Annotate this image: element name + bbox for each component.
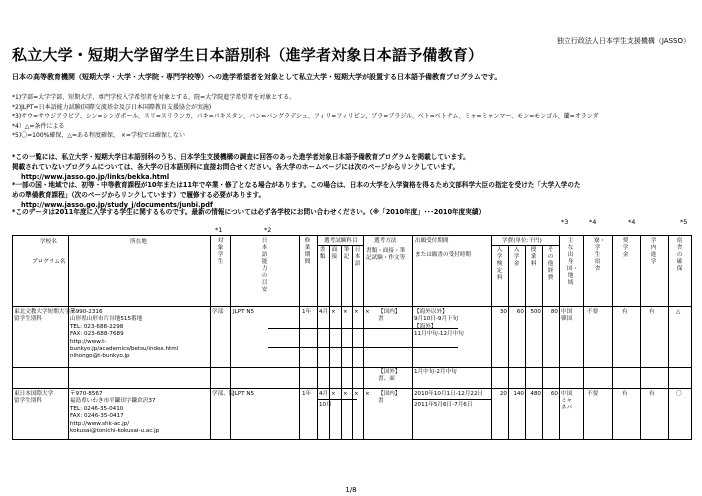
row1-address	[70, 309, 178, 361]
page-subtitle: 日本の高等教育機関（短期大学・大学・大学院・専門学校等）への進学希望者を対象として私立大学・短期大学が設置する日本語予備教育プログラムです。	[12, 73, 502, 81]
address-line: 山形県山形市片谷地515番地	[70, 316, 143, 323]
footnote-mark: *2	[264, 226, 272, 234]
col-rule	[583, 235, 584, 440]
period-value: 11月中旬-12月中旬	[414, 331, 464, 338]
row1-month: 4月	[319, 309, 329, 315]
header-exam-group: 選考試験科目	[324, 238, 358, 244]
header-fee-item: その他経費	[547, 247, 554, 281]
period-label: 【海外以外】	[414, 309, 448, 315]
info-block-data	[12, 208, 485, 218]
footnote-3: *3)サウ=サウジアラビア、シン=シンガポール、スリ=スリランカ、パキ=パキスタン、バン=バングラデシュ、フィリ=フィリピン、ブラ=ブラジル、ベト=ベトナム、ミャ=ミャンマー、モン=モンゴル、蘭=オランダ	[12, 113, 599, 120]
organization-name: 独立行政法人日本学生支援機構（JASSO）	[556, 37, 690, 45]
row1-fee: 60	[516, 309, 524, 315]
row1-jlpt: JLPT N5	[233, 309, 255, 315]
col-rule	[612, 235, 613, 440]
row1-periods	[414, 309, 464, 339]
col-rule	[668, 235, 669, 440]
row1-method2: 書	[378, 316, 384, 322]
sub-row-rule	[317, 399, 357, 400]
row1-mark: ×	[354, 309, 359, 315]
row2-mark: ×	[365, 391, 370, 397]
row2-scholarship: 有	[622, 391, 628, 397]
row1-mark: ×	[331, 309, 336, 315]
info-block-prep	[12, 181, 581, 210]
col-rule	[491, 235, 492, 440]
info-text: *このデータは2011年度に入学する学生に関するものです。最新の情報については必ず各学校にお問い合わせください。（※「2010年度」･･･2010年度実績）	[12, 208, 486, 216]
row1-method: 【国内】	[378, 309, 401, 315]
exam-subheader-rule	[317, 245, 363, 246]
school-email[interactable]: kokusai@tonichi-kokusai-u.ac.jp	[70, 428, 160, 435]
sub-row-rule	[412, 399, 491, 400]
row1-method3: 【国外】	[378, 369, 401, 375]
row2-target: 学部、院	[212, 391, 235, 397]
address-line: 〒970-8567	[70, 391, 103, 397]
col-rule	[525, 245, 526, 440]
row1-housing: △	[676, 309, 681, 315]
row2-school: 東日本国際大学	[14, 391, 54, 397]
info-text: *この一覧には、私立大学・短期大学日本語別科のうち、日本学生支援機構の調査に回答のあった進学者対象日本語予備教育プログラムを掲載しています。	[12, 153, 470, 161]
info-block-list	[12, 153, 470, 182]
row2-duration: 1年	[302, 391, 312, 397]
col-rule	[329, 245, 330, 440]
row2-fee: 140	[513, 391, 524, 397]
col-rule	[559, 235, 560, 440]
header-selection: 選考方法	[374, 238, 397, 244]
header-housing: 宿舎の確保	[676, 238, 683, 272]
header-fees: 学費(単位:千円)	[502, 238, 542, 244]
row2-dorm: 不要	[587, 391, 599, 397]
footnote-mark: *4	[589, 218, 597, 226]
row2-mark: ×	[331, 391, 336, 397]
header-countries: 主な出身国・地域	[567, 238, 579, 286]
address-line: FAX: 023-688-7689	[70, 331, 124, 338]
footnote-2: *2)JLPT=日本語能力試験(国際交流基金及び日本国際教育支援協会が実施)	[12, 103, 212, 111]
period-label: 【海外】	[414, 323, 437, 330]
footnote-mark: *4	[628, 218, 636, 226]
header-fee-item: 入学検定料	[496, 247, 503, 281]
row2-countries2: ミャ	[561, 398, 573, 404]
school-url[interactable]: http://www.t-	[70, 338, 107, 345]
row1-school: 東北文教大学短期大学部	[14, 309, 76, 315]
header-dorm: 寮・学生宿舎	[594, 238, 606, 272]
info-text: 掲載されていないプログラムについては、各大学の日本語別科に直接お問合せください。各大学のホームページには次のページからリンクしています。	[12, 162, 460, 171]
header-jp-ability: 日本語能力の目安	[261, 238, 268, 293]
row1-mark: ×	[365, 309, 370, 315]
table-border-right	[691, 235, 692, 440]
header-fee-item: 授業料	[530, 247, 537, 267]
row2-mark: ×	[343, 391, 348, 397]
row1-mark: ×	[343, 309, 348, 315]
footnote-mark: *1	[215, 226, 223, 234]
row1-method4: 書、面	[378, 376, 395, 382]
col-rule	[542, 245, 543, 440]
address-line: TEL: 023-688-2298	[70, 323, 124, 330]
address-line: 〒990-2316	[70, 309, 103, 315]
bekka-link[interactable]: http://www.jasso.go.jp/links/bekka.html	[21, 172, 170, 181]
header-app-period-note: または願書の受付時期	[415, 252, 471, 258]
address-line: FAX: 0246-35-0417	[70, 413, 124, 420]
row2-housing: 〇	[676, 391, 682, 397]
school-url[interactable]: bunkyo.jp/academics/betsu/index.html	[70, 346, 179, 353]
header-duration: 修業期間	[304, 238, 311, 265]
header-exam-subject: 筆記	[343, 247, 350, 260]
period-value: 9月10日-9月下旬	[414, 316, 459, 323]
junbi-link[interactable]: http://www.jasso.go.jp/study_j/documents/junbi.pdf	[21, 200, 213, 209]
col-rule	[352, 245, 353, 440]
row1-countries2: 韓国	[561, 316, 573, 322]
header-scholarship: 奨学金	[622, 238, 629, 258]
col-rule	[640, 235, 641, 440]
address-line: 福島県いわき市平鎌田字鎌倉沢37	[70, 398, 156, 405]
info-text: めの準備教育課程」（次のページからリンクしています）で履修する必要があります。	[12, 190, 266, 199]
col-rule	[230, 235, 231, 440]
header-school: 学校名	[40, 239, 57, 245]
header-program: プログラム名	[32, 259, 66, 265]
footnote-mark: *3	[561, 218, 569, 226]
row2-month2: 10月	[319, 402, 332, 408]
footnote-4: *4）△=条件による	[12, 122, 65, 130]
row2-fee: 20	[499, 391, 507, 397]
header-exam-subject: 書類	[319, 247, 326, 260]
table-border-left	[12, 235, 13, 440]
row1-period3: 1月中旬-2月中旬	[414, 369, 457, 375]
row2-fee: 60	[550, 391, 558, 397]
row1-fee: 80	[550, 309, 558, 315]
row1-program: 留学生別科	[14, 316, 42, 322]
header-selection-body: 書類・面接・筆記試験・作文等	[366, 248, 406, 261]
page-number: 1/8	[345, 486, 357, 494]
footnotes	[12, 93, 599, 141]
footnote-1: *1)学部=大学学部、短期大学、専門学校入学希望者を対象とする。院=大学院進学希望者を対象とする。	[12, 94, 296, 101]
row2-month: 4月	[319, 391, 329, 397]
row1-target: 学部	[212, 309, 224, 315]
col-rule	[363, 235, 364, 440]
row1-countries: 中国	[561, 309, 573, 315]
header-internal: 学内進学	[650, 238, 657, 265]
row1-scholarship: 有	[622, 309, 628, 315]
page-title: 私立大学・短期大学留学生日本語別科（進学者対象日本語予備教育）	[12, 46, 484, 64]
row2-fee: 480	[530, 391, 541, 397]
row2-countries: 中国	[561, 391, 573, 397]
col-rule	[508, 245, 509, 440]
col-rule	[299, 235, 300, 440]
header-address: 所在地	[130, 239, 147, 245]
row2-jlpt: JLPT N5	[233, 391, 255, 397]
col-rule	[210, 235, 211, 440]
row2-method2: 書	[378, 398, 384, 404]
row1-fee: 30	[499, 309, 507, 315]
col-rule	[341, 245, 342, 440]
header-app-period: 出願受付期間	[415, 238, 449, 244]
row1-duration: 1年	[302, 309, 312, 315]
col-rule	[68, 235, 69, 440]
row2-method: 【国内】	[378, 391, 401, 397]
header-target: 対象学生	[217, 238, 224, 265]
header-fee-item: 入学金	[513, 247, 520, 267]
row1-dorm: 不要	[587, 309, 599, 315]
row2-address	[70, 391, 159, 435]
row2-internal: 有	[649, 391, 655, 397]
footnote-mark: *5	[680, 218, 688, 226]
school-email[interactable]: nihongo@t-bunkyo.jp	[70, 353, 130, 360]
row1-fee: 500	[530, 309, 541, 315]
col-rule	[317, 235, 318, 440]
header-exam-subject: 日本語	[354, 247, 361, 267]
row2-mark: ×	[354, 391, 359, 397]
row1-internal: 有	[649, 309, 655, 315]
footnote-5: *5)〇=100%確保、△=ある程度確保、 ×=学校では確保しない	[12, 132, 185, 139]
col-rule	[412, 235, 413, 440]
row2-countries3: ネパ	[561, 405, 573, 411]
row2-period2: 2011年5月6日-7月6日	[414, 402, 473, 408]
program-table	[12, 218, 692, 485]
row2-program: 留学生別科	[14, 398, 42, 404]
info-text: *一部の国・地域では、初等・中等教育課程が10年または11年で卒業・修了となる場合があります。この場合は、日本の大学を入学資格を得るため文部科学大臣の指定を受けた「大学入学のた	[12, 181, 581, 189]
row2-period1: 2010年10月1日-12月22日	[414, 391, 484, 397]
school-url[interactable]: http://www.shk-ac.jp/	[70, 420, 130, 427]
table-border-top	[12, 235, 692, 236]
address-line: TEL: 0246-35-0410	[70, 405, 124, 412]
header-exam-subject: 面接	[331, 247, 338, 260]
